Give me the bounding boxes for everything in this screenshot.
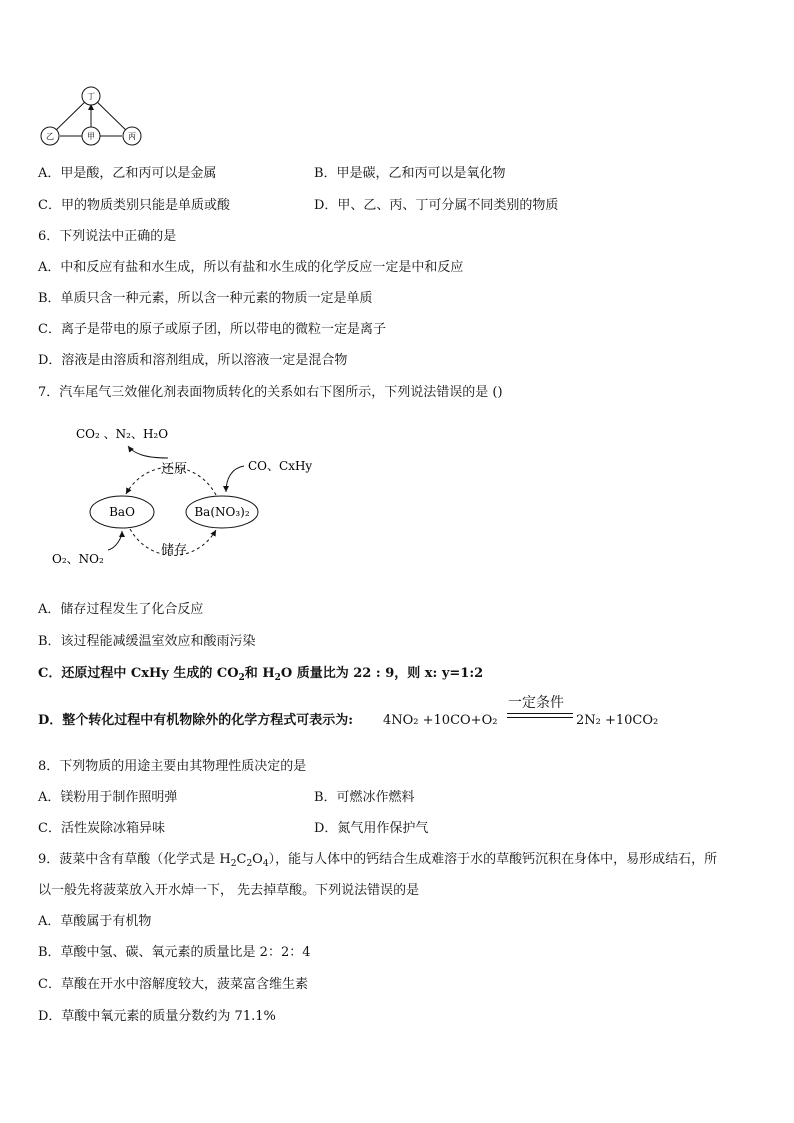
q9-stem-part-a: 9．菠菜中含有草酸（化学式是 H — [38, 852, 231, 867]
q9-stem-line2: 以一般先将菠菜放入开水焯一下， 先去掉草酸。下列说法错误的是 — [38, 883, 420, 898]
q8-option-a: A．镁粉用于制作照明弹 — [38, 790, 178, 805]
q9-option-d: D．草酸中氧元素的质量分数约为 71.1% — [38, 1009, 276, 1024]
products-label: CO₂ 、N₂、H₂O — [76, 427, 169, 441]
q7-stem: 7．汽车尾气三效催化剂表面物质转化的关系如右下图所示，下列说法错误的是 () — [38, 385, 503, 400]
q9-stem-part-d: ），能与人体中的钙结合生成难溶于水的草酸钙沉积在身体中，易形成结石，所 — [268, 852, 718, 867]
q9-stem-line1: 9．菠菜中含有草酸（化学式是 $H_2C_2O_4$），能与人体中的钙结合生成难溶于水的草酸钙沉积在身体中，易形成结石，所 — [38, 852, 718, 869]
q7-equation-condition: 一定条件 — [508, 695, 564, 711]
q7-equation-left: 4NO₂ +10CO+O₂ — [383, 713, 498, 728]
q7-option-b: B．该过程能减缓温室效应和酸雨污染 — [38, 634, 256, 649]
q7-option-c-mid2: O 质量比为 22 : 9，则 x: y=1:2 — [280, 666, 484, 681]
reduce-inputs-arrow — [226, 466, 244, 492]
bao-label: BaO — [109, 505, 135, 519]
q9-option-b: B．草酸中氢、碳、氧元素的质量比是 2：2：4 — [38, 945, 311, 960]
q7-option-d-prefix: D．整个转化过程中有机物除外的化学方程式可表示为: — [38, 713, 354, 728]
q6-option-a: A．中和反应有盐和水生成，所以有盐和水生成的化学反应一定是中和反应 — [38, 260, 464, 275]
q6-option-d: D．溶液是由溶质和溶剂组成，所以溶液一定是混合物 — [38, 353, 348, 368]
q6-option-b: B．单质只含一种元素，所以含一种元素的物质一定是单质 — [38, 291, 373, 306]
node-ding: 丁 — [87, 92, 95, 101]
q8-stem: 8．下列物质的用途主要由其物理性质决定的是 — [38, 759, 307, 774]
node-bing: 丙 — [128, 132, 136, 141]
store-inputs-label: O₂、NO₂ — [52, 552, 104, 566]
node-yi: 乙 — [46, 132, 54, 141]
q5-option-a: A．甲是酸，乙和丙可以是金属 — [38, 166, 217, 181]
q9-stem-part-b: C — [236, 852, 247, 867]
store-inputs-arrow — [108, 531, 122, 550]
node-jia: 甲 — [87, 132, 95, 141]
q5-option-d: D．甲、乙、丙、丁可分属不同类别的物质 — [314, 198, 559, 213]
q5-option-c: C．甲的物质类别只能是单质或酸 — [38, 198, 230, 213]
reduce-label: 还原 — [160, 462, 188, 477]
q7-option-a: A．储存过程发生了化合反应 — [38, 602, 204, 617]
reduce-inputs-label: CO、CxHy — [248, 459, 313, 473]
store-label: 储存 — [160, 543, 188, 558]
q5-relation-diagram — [36, 84, 148, 150]
q8-option-c: C．活性炭除冰箱异味 — [38, 821, 165, 836]
q9-option-a: A．草酸属于有机物 — [38, 914, 152, 929]
q7-option-c-mid1: 和 H — [244, 666, 275, 681]
q6-option-c: C．离子是带电的原子或原子团，所以带电的微粒一定是离子 — [38, 322, 386, 337]
q7-option-c-prefix: C．还原过程中 CxHy 生成的 CO — [38, 666, 239, 681]
products-arrow — [128, 446, 168, 458]
q7-option-c: C．还原过程中 CxHy 生成的 $CO_2$和 $H_2O$ 质量比为 22 : 9，则 x: y=1:2 — [38, 666, 484, 683]
q8-option-d: D．氮气用作保护气 — [314, 821, 429, 836]
q9-stem-part-c: O — [252, 852, 263, 867]
q6-stem: 6．下列说法中正确的是 — [38, 229, 177, 244]
q9-option-c: C．草酸在开水中溶解度较大，菠菜富含维生素 — [38, 977, 308, 992]
q7-equation-right: 2N₂ +10CO₂ — [576, 713, 659, 728]
q5-option-b: B．甲是碳，乙和丙可以是氧化物 — [314, 166, 506, 181]
q7-catalyst-cycle-diagram — [46, 418, 336, 578]
q7-equation-equals-bar — [507, 713, 573, 718]
q8-option-b: B．可燃冰作燃料 — [314, 790, 415, 805]
bano3-label: Ba(NO₃)₂ — [194, 505, 250, 519]
